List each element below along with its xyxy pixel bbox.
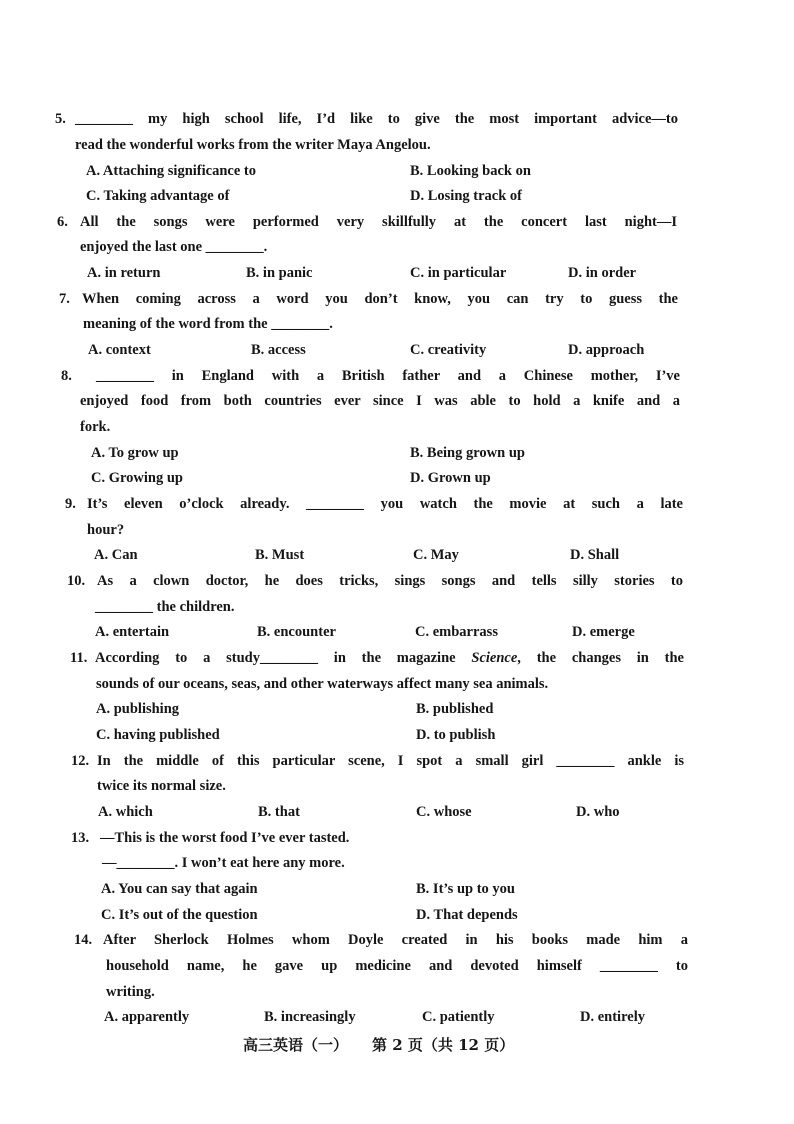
option-d: D. entirely bbox=[580, 1009, 645, 1026]
option-c: C. in particular bbox=[410, 265, 507, 282]
options bbox=[88, 338, 794, 364]
options bbox=[101, 877, 794, 928]
option-d: D. emerge bbox=[572, 624, 635, 641]
option-a: A. publishing bbox=[96, 701, 180, 718]
option-c: C. having published bbox=[96, 726, 220, 743]
exam-title: 高三英语（一） bbox=[243, 1036, 349, 1054]
option-d: D. approach bbox=[568, 342, 645, 359]
question-number: 14. bbox=[74, 932, 93, 949]
options bbox=[96, 697, 794, 748]
stem-line: hour? bbox=[87, 521, 125, 538]
stem-line: read the wonderful works from the writer Maya Angelou. bbox=[75, 136, 431, 153]
option-a: A. You can say that again bbox=[101, 880, 258, 897]
option-a: A. Can bbox=[94, 547, 138, 564]
stem-line: meaning of the word from the ________. bbox=[83, 316, 333, 333]
exam-page bbox=[0, 107, 794, 1031]
option-b: B. increasingly bbox=[264, 1009, 356, 1026]
option-b: B. published bbox=[416, 701, 494, 718]
option-d: D. who bbox=[576, 803, 620, 820]
option-d: D. Losing track of bbox=[410, 188, 522, 205]
options bbox=[94, 543, 794, 569]
option-c: C. May bbox=[413, 547, 459, 564]
option-b: B. Being grown up bbox=[410, 444, 525, 461]
stem-line: ________ in England with a British father and a Chinese mother, I’ve bbox=[96, 367, 680, 384]
options bbox=[91, 441, 794, 492]
question-6 bbox=[0, 210, 794, 287]
question-7 bbox=[0, 287, 794, 364]
option-c: C. Growing up bbox=[91, 470, 183, 487]
stem-line: In the middle of this particular scene, I spot a small girl ________ ankle is bbox=[97, 752, 684, 769]
question-10 bbox=[0, 569, 794, 646]
stem-text: According to a study________ in the magazine bbox=[95, 649, 472, 666]
options bbox=[95, 620, 794, 646]
option-c: C. It’s out of the question bbox=[101, 906, 258, 923]
question-number: 8. bbox=[61, 367, 72, 384]
stem-line: When coming across a word you don’t know, you can try to guess the bbox=[82, 290, 678, 307]
stem-line: ________ my high school life, I’d like to give the most important advice—to bbox=[75, 111, 678, 128]
question-14 bbox=[0, 928, 794, 1031]
stem-line: writing. bbox=[106, 983, 155, 1000]
option-c: C. Taking advantage of bbox=[86, 188, 230, 205]
option-c: C. creativity bbox=[410, 342, 487, 359]
option-b: B. that bbox=[258, 803, 300, 820]
option-a: A. apparently bbox=[104, 1009, 190, 1026]
stem-line: enjoyed food from both countries ever since I was able to hold a knife and a bbox=[80, 393, 680, 410]
option-b: B. encounter bbox=[257, 624, 336, 641]
stem-line: enjoyed the last one ________. bbox=[80, 239, 268, 256]
page-number: 第 2 页（共 12 页） bbox=[372, 1036, 515, 1054]
question-number: 9. bbox=[65, 496, 76, 513]
option-a: A. entertain bbox=[95, 624, 170, 641]
stem-line: It’s eleven o’clock already. ________ you watch the movie at such a late bbox=[87, 496, 683, 513]
stem-line: ________ the children. bbox=[95, 598, 235, 615]
option-d: D. Grown up bbox=[410, 470, 491, 487]
stem-line: All the songs were performed very skillfully at the concert last night—I bbox=[80, 213, 677, 230]
question-number: 10. bbox=[67, 573, 86, 589]
option-d: D. Shall bbox=[570, 547, 620, 564]
stem-line: After Sherlock Holmes whom Doyle created in his books made him a bbox=[103, 932, 688, 949]
stem-line: fork. bbox=[80, 419, 111, 436]
question-8 bbox=[0, 364, 794, 492]
dialogue-line: —This is the worst food I’ve ever tasted. bbox=[100, 829, 350, 846]
question-number: 5. bbox=[55, 111, 66, 128]
option-c: C. embarrass bbox=[415, 624, 498, 641]
option-a: A. Attaching significance to bbox=[86, 162, 256, 179]
question-9 bbox=[0, 492, 794, 569]
question-number: 12. bbox=[71, 752, 90, 769]
stem-line: sounds of our oceans, seas, and other waterways affect many sea animals. bbox=[96, 675, 549, 692]
option-d: D. in order bbox=[568, 265, 637, 282]
option-c: C. patiently bbox=[422, 1009, 495, 1026]
option-b: B. It’s up to you bbox=[416, 880, 515, 897]
question-number: 11. bbox=[70, 649, 88, 666]
option-a: A. context bbox=[88, 342, 151, 359]
question-5 bbox=[0, 107, 794, 210]
option-d: D. to publish bbox=[416, 726, 496, 743]
question-number: 7. bbox=[59, 290, 70, 307]
option-b: B. Must bbox=[255, 547, 305, 564]
page-footer bbox=[0, 1033, 794, 1058]
option-b: B. Looking back on bbox=[410, 162, 531, 179]
stem-line: As a clown doctor, he does tricks, sings songs and tells silly stories to bbox=[97, 573, 683, 589]
options bbox=[98, 800, 794, 826]
question-11 bbox=[0, 646, 794, 749]
stem-line: twice its normal size. bbox=[97, 778, 226, 795]
option-a: A. which bbox=[98, 803, 153, 820]
question-number: 6. bbox=[57, 213, 68, 230]
question-12 bbox=[0, 749, 794, 826]
magazine-title: Science bbox=[471, 649, 518, 666]
options bbox=[87, 261, 794, 287]
options bbox=[86, 159, 794, 210]
option-a: A. To grow up bbox=[91, 444, 179, 461]
option-b: B. in panic bbox=[246, 265, 313, 282]
options bbox=[104, 1005, 794, 1031]
dialogue-line: —________. I won’t eat here any more. bbox=[102, 855, 345, 872]
stem-line: household name, he gave up medicine and devoted himself ________ to bbox=[106, 957, 688, 974]
option-b: B. access bbox=[251, 342, 306, 359]
option-d: D. That depends bbox=[416, 906, 518, 923]
option-a: A. in return bbox=[87, 265, 161, 282]
question-number: 13. bbox=[71, 829, 90, 846]
stem-line bbox=[95, 646, 684, 672]
question-13 bbox=[0, 826, 794, 929]
stem-text: , the changes in the bbox=[517, 649, 684, 666]
option-c: C. whose bbox=[416, 803, 472, 820]
